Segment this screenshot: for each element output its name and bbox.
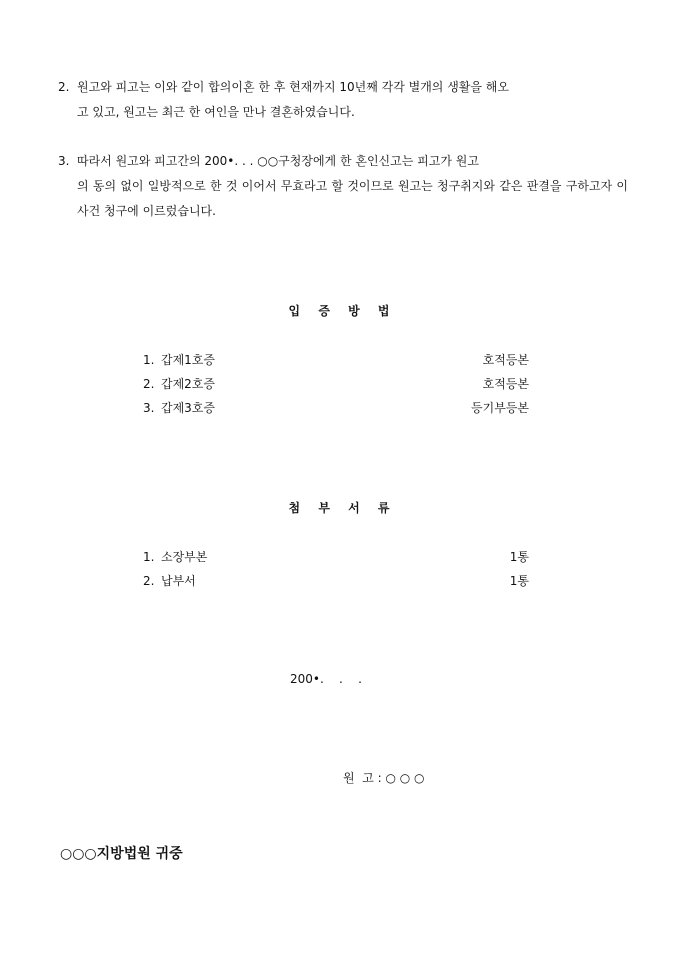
list-item bbox=[143, 348, 529, 372]
item-name: 갑제2호증 bbox=[161, 377, 216, 391]
item-name: 소장부본 bbox=[161, 550, 208, 564]
item-name: 갑제1호증 bbox=[161, 353, 216, 367]
list-item bbox=[143, 569, 529, 593]
item-number: 3. bbox=[143, 401, 155, 415]
item-number: 2. bbox=[143, 377, 155, 391]
paragraph-text-line1: 따라서 원고와 피고간의 200•. . . ○○구청장에게 한 혼인신고는 피고가 원고 bbox=[77, 154, 479, 168]
court-addressee: ○○○지방법원 귀중 bbox=[60, 846, 183, 862]
plaintiff-signature: 원 고 : ○ ○ ○ bbox=[343, 771, 425, 785]
paragraph-text-line1: 원고와 피고는 이와 같이 합의이혼 한 후 현재까지 10년째 각각 별개의 생활을 해오 bbox=[77, 80, 509, 94]
list-item bbox=[143, 372, 529, 396]
item-description: 호적등본 bbox=[482, 353, 529, 367]
attachments-heading: 첨 부 서 류 bbox=[288, 501, 392, 515]
attachments-list bbox=[143, 545, 529, 593]
item-description: 등기부등본 bbox=[471, 401, 529, 415]
paragraph-number: 2. bbox=[58, 80, 70, 94]
paragraph-number: 3. bbox=[58, 154, 70, 168]
paragraph-3 bbox=[58, 149, 628, 224]
item-number: 1. bbox=[143, 353, 155, 367]
item-description: 호적등본 bbox=[482, 377, 529, 391]
item-number: 2. bbox=[143, 574, 155, 588]
item-count: 1통 bbox=[509, 574, 529, 588]
item-name: 갑제3호증 bbox=[161, 401, 216, 415]
filing-date: 200•. . . bbox=[290, 672, 362, 686]
item-name: 납부서 bbox=[161, 574, 196, 588]
list-item bbox=[143, 545, 529, 569]
evidence-heading: 입 증 방 법 bbox=[288, 304, 392, 318]
paragraph-text-rest: 고 있고, 원고는 최근 한 여인을 만나 결혼하였습니다. bbox=[77, 105, 355, 119]
paragraph-text-rest: 의 동의 없이 일방적으로 한 것 이어서 무효라고 할 것이므로 원고는 청구취지와 같은 판결을 구하고자 이 사건 청구에 이르렀습니다. bbox=[77, 179, 628, 218]
item-count: 1통 bbox=[509, 550, 529, 564]
evidence-list bbox=[143, 348, 529, 420]
list-item bbox=[143, 396, 529, 420]
paragraph-2 bbox=[58, 75, 628, 125]
item-number: 1. bbox=[143, 550, 155, 564]
